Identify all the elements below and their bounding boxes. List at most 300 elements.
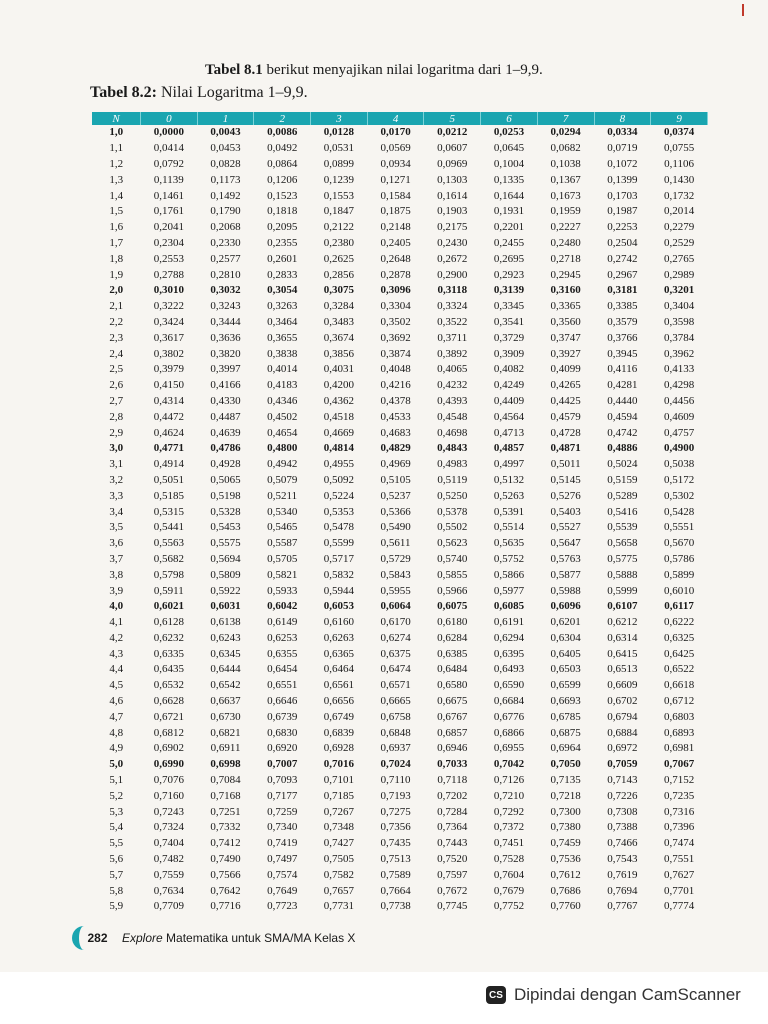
log-value-cell: 0,3222 xyxy=(153,300,184,313)
log-value-cell: 0,1959 xyxy=(550,205,581,218)
log-value-cell: 0,6201 xyxy=(550,616,581,629)
intro-text: berikut menyajikan nilai logaritma dari 1–9,9. xyxy=(262,62,543,78)
log-value-cell: 0,6590 xyxy=(493,679,525,692)
row-label-cell: 4,0 xyxy=(109,600,124,613)
log-value-cell: 0,5933 xyxy=(267,584,298,597)
log-value-cell: 0,7716 xyxy=(210,900,241,913)
log-value-cell: 0,7160 xyxy=(153,789,184,802)
log-value-cell: 0,6928 xyxy=(323,742,355,755)
log-value-cell: 0,3284 xyxy=(323,300,355,313)
log-value-cell: 0,7474 xyxy=(663,837,695,850)
log-value-cell: 0,5490 xyxy=(380,521,411,534)
log-value-cell: 0,6839 xyxy=(323,726,355,739)
log-value-cell: 0,4639 xyxy=(210,426,241,439)
log-value-cell: 0,6053 xyxy=(323,600,355,613)
log-value-cell: 0,6253 xyxy=(267,631,298,644)
log-value-cell: 0,5315 xyxy=(153,505,184,518)
log-value-cell: 0,6990 xyxy=(153,758,184,771)
row-label-cell: 5,2 xyxy=(109,789,124,802)
log-value-cell: 0,5366 xyxy=(380,505,411,518)
log-value-cell: 0,6542 xyxy=(210,679,241,692)
log-value-cell: 0,6345 xyxy=(210,647,241,660)
log-value-cell: 0,7380 xyxy=(550,821,581,834)
table-row xyxy=(92,204,708,220)
log-value-cell: 0,2253 xyxy=(607,221,638,234)
log-value-cell: 0,5866 xyxy=(493,568,525,581)
row-label-cell: 5,7 xyxy=(109,868,124,881)
log-value-cell: 0,7093 xyxy=(267,774,298,787)
log-value-cell: 0,0128 xyxy=(323,126,355,139)
log-value-cell: 0,5587 xyxy=(267,537,298,550)
log-value-cell: 0,6375 xyxy=(380,647,411,660)
log-value-cell: 0,6866 xyxy=(493,726,525,739)
log-value-cell: 0,2480 xyxy=(550,236,581,249)
log-value-cell: 0,5328 xyxy=(210,505,241,518)
row-label-cell: 3,6 xyxy=(109,537,124,550)
row-label-cell: 3,7 xyxy=(109,552,124,565)
log-value-cell: 0,7604 xyxy=(493,868,525,881)
log-value-cell: 0,6232 xyxy=(153,631,184,644)
log-value-cell: 0,7042 xyxy=(493,758,525,771)
log-value-cell: 0,5623 xyxy=(437,537,468,550)
log-value-cell: 0,1644 xyxy=(493,189,525,202)
log-value-cell: 0,1614 xyxy=(437,189,468,202)
log-value-cell: 0,4330 xyxy=(210,394,241,407)
log-value-cell: 0,7210 xyxy=(493,789,525,802)
log-value-cell: 0,6721 xyxy=(153,710,184,723)
log-value-cell: 0,7308 xyxy=(607,805,638,818)
log-value-cell: 0,6304 xyxy=(550,631,581,644)
log-value-cell: 0,5353 xyxy=(323,505,355,518)
log-value-cell: 0,6776 xyxy=(493,710,525,723)
log-value-cell: 0,7551 xyxy=(663,853,695,866)
log-value-cell: 0,6021 xyxy=(153,600,184,613)
table-row xyxy=(92,220,708,236)
table-row xyxy=(92,425,708,441)
table-row xyxy=(92,631,708,647)
row-label-cell: 2,5 xyxy=(109,363,124,376)
log-value-cell: 0,7634 xyxy=(153,884,184,897)
log-value-cell: 0,2041 xyxy=(153,221,184,234)
log-value-cell: 0,1038 xyxy=(550,157,581,170)
log-value-cell: 0,3139 xyxy=(493,284,525,297)
page-number: 282 xyxy=(72,926,116,950)
log-value-cell: 0,4829 xyxy=(380,442,411,455)
log-value-cell: 0,6138 xyxy=(210,616,241,629)
log-value-cell: 0,4409 xyxy=(493,394,525,407)
log-value-cell: 0,5250 xyxy=(437,489,468,502)
table-row xyxy=(92,836,708,852)
log-value-cell: 0,5944 xyxy=(323,584,355,597)
log-value-cell: 0,7679 xyxy=(493,884,525,897)
log-value-cell: 0,6314 xyxy=(607,631,638,644)
log-value-cell: 0,7566 xyxy=(210,868,241,881)
table-row xyxy=(92,141,708,157)
log-value-cell: 0,0253 xyxy=(493,126,525,139)
log-value-cell: 0,7520 xyxy=(437,853,468,866)
log-value-cell: 0,6444 xyxy=(210,663,241,676)
log-value-cell: 0,7482 xyxy=(153,853,184,866)
log-value-cell: 0,5843 xyxy=(380,568,411,581)
log-value-cell: 0,6365 xyxy=(323,647,355,660)
log-value-cell: 0,6618 xyxy=(663,679,695,692)
log-value-cell: 0,7284 xyxy=(437,805,468,818)
log-value-cell: 0,6637 xyxy=(210,695,241,708)
log-value-cell: 0,4742 xyxy=(607,426,638,439)
row-label-cell: 5,9 xyxy=(109,900,124,913)
log-value-cell: 0,4456 xyxy=(663,394,695,407)
log-value-cell: 0,2122 xyxy=(323,221,355,234)
log-value-cell: 0,4440 xyxy=(607,394,638,407)
log-value-cell: 0,0899 xyxy=(323,157,355,170)
row-label-cell: 3,3 xyxy=(109,489,124,502)
log-value-cell: 0,6812 xyxy=(153,726,184,739)
table-title-text: Nilai Logaritma 1–9,9. xyxy=(156,84,308,101)
log-value-cell: 0,5289 xyxy=(607,489,638,502)
log-value-cell: 0,5670 xyxy=(663,537,695,550)
log-value-cell: 0,4594 xyxy=(607,410,638,423)
log-value-cell: 0,1399 xyxy=(607,173,638,186)
log-value-cell: 0,7340 xyxy=(267,821,298,834)
log-value-cell: 0,6522 xyxy=(663,663,695,676)
log-value-cell: 0,4314 xyxy=(153,394,184,407)
log-value-cell: 0,6513 xyxy=(607,663,638,676)
log-value-cell: 0,7723 xyxy=(267,900,298,913)
log-value-cell: 0,2718 xyxy=(550,252,581,265)
log-value-cell: 0,1761 xyxy=(153,205,184,218)
log-value-cell: 0,5416 xyxy=(607,505,638,518)
log-value-cell: 0,7627 xyxy=(663,868,695,881)
table-row xyxy=(92,820,708,836)
row-label-cell: 2,6 xyxy=(109,379,124,392)
log-value-cell: 0,6263 xyxy=(323,631,355,644)
log-value-cell: 0,3747 xyxy=(550,331,581,344)
log-value-cell: 0,5527 xyxy=(550,521,581,534)
log-value-cell: 0,2878 xyxy=(380,268,411,281)
log-value-cell: 0,6712 xyxy=(663,695,695,708)
log-value-cell: 0,7745 xyxy=(437,900,468,913)
log-value-cell: 0,5821 xyxy=(267,568,298,581)
log-value-cell: 0,3874 xyxy=(380,347,411,360)
log-value-cell: 0,5763 xyxy=(550,552,581,565)
log-value-cell: 0,6785 xyxy=(550,710,581,723)
log-value-cell: 0,5988 xyxy=(550,584,581,597)
log-value-cell: 0,5966 xyxy=(437,584,468,597)
log-value-cell: 0,5658 xyxy=(607,537,638,550)
log-value-cell: 0,4166 xyxy=(210,379,241,392)
log-value-cell: 0,5855 xyxy=(437,568,468,581)
log-value-cell: 0,1239 xyxy=(323,173,355,186)
row-label-cell: 5,0 xyxy=(109,758,124,771)
log-value-cell: 0,6830 xyxy=(267,726,298,739)
log-value-cell: 0,2430 xyxy=(437,236,468,249)
log-value-cell: 0,6085 xyxy=(493,600,525,613)
row-label-cell: 1,4 xyxy=(109,189,124,202)
log-value-cell: 0,5465 xyxy=(267,521,298,534)
log-value-cell: 0,0645 xyxy=(493,142,525,155)
log-value-cell: 0,5877 xyxy=(550,568,581,581)
table-row xyxy=(92,520,708,536)
column-header: 4 xyxy=(367,112,424,125)
log-value-cell: 0,7597 xyxy=(437,868,468,881)
log-value-cell: 0,5977 xyxy=(493,584,525,597)
row-label-cell: 3,9 xyxy=(109,584,124,597)
log-value-cell: 0,5092 xyxy=(323,473,355,486)
table-row xyxy=(92,678,708,694)
log-value-cell: 0,3598 xyxy=(663,315,695,328)
log-value-cell: 0,7435 xyxy=(380,837,411,850)
log-value-cell: 0,7543 xyxy=(607,853,638,866)
column-header: 0 xyxy=(141,112,198,125)
log-value-cell: 0,3560 xyxy=(550,315,581,328)
table-row xyxy=(92,883,708,899)
log-value-cell: 0,4487 xyxy=(210,410,241,423)
log-value-cell: 0,7110 xyxy=(380,774,411,787)
log-value-cell: 0,2504 xyxy=(607,236,638,249)
log-value-cell: 0,2380 xyxy=(323,236,355,249)
log-value-cell: 0,7193 xyxy=(380,789,411,802)
log-value-cell: 0,2989 xyxy=(663,268,695,281)
log-value-cell: 0,4914 xyxy=(153,458,184,471)
log-value-cell: 0,3766 xyxy=(607,331,638,344)
log-value-cell: 0,7574 xyxy=(267,868,298,881)
row-label-cell: 2,9 xyxy=(109,426,124,439)
log-value-cell: 0,2529 xyxy=(663,236,695,249)
log-value-cell: 0,0719 xyxy=(607,142,638,155)
log-value-cell: 0,6684 xyxy=(493,695,525,708)
log-value-cell: 0,5065 xyxy=(210,473,241,486)
log-value-cell: 0,4955 xyxy=(323,458,355,471)
log-value-cell: 0,6848 xyxy=(380,726,411,739)
log-value-cell: 0,3181 xyxy=(607,284,638,297)
log-value-cell: 0,7536 xyxy=(550,853,581,866)
table-row xyxy=(92,457,708,473)
log-value-cell: 0,7738 xyxy=(380,900,411,913)
log-value-cell: 0,4800 xyxy=(267,442,298,455)
table-row xyxy=(92,504,708,520)
row-label-cell: 1,6 xyxy=(109,221,124,234)
log-value-cell: 0,7774 xyxy=(663,900,695,913)
log-value-cell: 0,5611 xyxy=(380,537,411,550)
log-value-cell: 0,3263 xyxy=(267,300,298,313)
log-value-cell: 0,0212 xyxy=(437,126,468,139)
log-value-cell: 0,7202 xyxy=(437,789,468,802)
log-value-cell: 0,6128 xyxy=(153,616,184,629)
log-value-cell: 0,7007 xyxy=(267,758,298,771)
log-value-cell: 0,4031 xyxy=(323,363,355,376)
log-value-cell: 0,5263 xyxy=(493,489,525,502)
log-value-cell: 0,7388 xyxy=(607,821,638,834)
log-value-cell: 0,1987 xyxy=(607,205,638,218)
page-footer xyxy=(72,926,355,950)
log-value-cell: 0,5563 xyxy=(153,537,184,550)
log-value-cell: 0,2765 xyxy=(663,252,695,265)
log-value-cell: 0,0569 xyxy=(380,142,411,155)
log-value-cell: 0,7451 xyxy=(493,837,525,850)
log-value-cell: 0,7101 xyxy=(323,774,355,787)
log-value-cell: 0,0043 xyxy=(210,126,241,139)
table-row xyxy=(92,852,708,868)
log-value-cell: 0,6599 xyxy=(550,679,581,692)
log-value-cell: 0,7412 xyxy=(210,837,241,850)
log-value-cell: 0,4757 xyxy=(663,426,695,439)
row-label-cell: 3,4 xyxy=(109,505,124,518)
table-row xyxy=(92,725,708,741)
log-value-cell: 0,6857 xyxy=(437,726,468,739)
log-value-cell: 0,6222 xyxy=(663,616,695,629)
log-value-cell: 0,1818 xyxy=(267,205,298,218)
table-row xyxy=(92,757,708,773)
log-value-cell: 0,5378 xyxy=(437,505,468,518)
table-row xyxy=(92,488,708,504)
table-row xyxy=(92,741,708,757)
log-value-cell: 0,4183 xyxy=(267,379,298,392)
log-value-cell: 0,6042 xyxy=(267,600,298,613)
log-value-cell: 0,6503 xyxy=(550,663,581,676)
log-value-cell: 0,6794 xyxy=(607,710,638,723)
log-value-cell: 0,6464 xyxy=(323,663,355,676)
log-value-cell: 0,6107 xyxy=(607,600,638,613)
row-label-cell: 1,2 xyxy=(109,157,124,170)
log-value-cell: 0,5185 xyxy=(153,489,184,502)
log-value-cell: 0,0000 xyxy=(153,126,184,139)
log-value-cell: 0,3909 xyxy=(493,347,525,360)
log-value-cell: 0,6493 xyxy=(493,663,525,676)
column-header: 3 xyxy=(311,112,368,125)
log-value-cell: 0,7118 xyxy=(437,774,468,787)
log-value-cell: 0,5340 xyxy=(267,505,298,518)
log-value-cell: 0,4502 xyxy=(267,410,298,423)
log-value-cell: 0,4281 xyxy=(607,379,638,392)
log-value-cell: 0,5079 xyxy=(267,473,298,486)
log-value-cell: 0,5922 xyxy=(210,584,241,597)
log-value-cell: 0,6609 xyxy=(607,679,638,692)
log-value-cell: 0,3324 xyxy=(437,300,468,313)
log-value-cell: 0,7126 xyxy=(493,774,525,787)
scanner-watermark xyxy=(486,985,741,1005)
log-value-cell: 0,7396 xyxy=(663,821,695,834)
log-value-cell: 0,1903 xyxy=(437,205,468,218)
log-value-cell: 0,7143 xyxy=(607,774,638,787)
column-header: 5 xyxy=(424,112,481,125)
log-value-cell: 0,3784 xyxy=(663,331,695,344)
log-value-cell: 0,0934 xyxy=(380,157,411,170)
log-value-cell: 0,7513 xyxy=(380,853,411,866)
log-value-cell: 0,6739 xyxy=(267,710,298,723)
log-value-cell: 0,5514 xyxy=(493,521,525,534)
table-row xyxy=(92,283,708,299)
table-row xyxy=(92,599,708,615)
log-value-cell: 0,4654 xyxy=(267,426,298,439)
log-value-cell: 0,3927 xyxy=(550,347,581,360)
table-row xyxy=(92,236,708,252)
log-value-cell: 0,7067 xyxy=(663,758,695,771)
log-value-cell: 0,4579 xyxy=(550,410,581,423)
log-value-cell: 0,4393 xyxy=(437,394,468,407)
log-value-cell: 0,1673 xyxy=(550,189,581,202)
log-value-cell: 0,4624 xyxy=(153,426,184,439)
row-label-cell: 2,2 xyxy=(109,315,124,328)
table-row xyxy=(92,788,708,804)
log-value-cell: 0,7559 xyxy=(153,868,184,881)
log-value-cell: 0,4346 xyxy=(267,394,298,407)
log-value-cell: 0,7589 xyxy=(380,868,411,881)
log-value-cell: 0,4683 xyxy=(380,426,411,439)
log-value-cell: 0,3997 xyxy=(210,363,241,376)
log-value-cell: 0,7235 xyxy=(663,789,695,802)
log-value-cell: 0,4216 xyxy=(380,379,411,392)
log-value-cell: 0,3096 xyxy=(380,284,411,297)
log-value-cell: 0,6284 xyxy=(437,631,468,644)
log-value-cell: 0,5809 xyxy=(210,568,241,581)
log-value-cell: 0,1206 xyxy=(267,173,298,186)
log-value-cell: 0,6243 xyxy=(210,631,241,644)
column-header: 7 xyxy=(537,112,594,125)
log-value-cell: 0,7427 xyxy=(323,837,355,850)
log-value-cell: 0,2856 xyxy=(323,268,355,281)
log-value-cell: 0,5575 xyxy=(210,537,241,550)
log-value-cell: 0,0374 xyxy=(663,126,695,139)
table-header-row xyxy=(92,112,708,125)
log-value-cell: 0,5752 xyxy=(493,552,525,565)
log-value-cell: 0,1931 xyxy=(493,205,525,218)
table-row xyxy=(92,394,708,410)
log-value-cell: 0,2923 xyxy=(493,268,525,281)
log-value-cell: 0,3856 xyxy=(323,347,355,360)
log-value-cell: 0,6454 xyxy=(267,663,298,676)
log-value-cell: 0,6294 xyxy=(493,631,525,644)
log-value-cell: 0,5011 xyxy=(550,458,581,471)
log-value-cell: 0,0792 xyxy=(153,157,184,170)
log-value-cell: 0,5276 xyxy=(550,489,581,502)
row-label-cell: 4,8 xyxy=(109,726,124,739)
log-value-cell: 0,3892 xyxy=(437,347,468,360)
log-value-cell: 0,6064 xyxy=(380,600,411,613)
column-header: N xyxy=(92,112,141,125)
log-value-cell: 0,5105 xyxy=(380,473,411,486)
log-value-cell: 0,3345 xyxy=(493,300,525,313)
intro-sentence xyxy=(205,62,543,79)
log-value-cell: 0,7664 xyxy=(380,884,411,897)
log-value-cell: 0,6955 xyxy=(493,742,525,755)
log-value-cell: 0,5647 xyxy=(550,537,581,550)
log-value-cell: 0,6117 xyxy=(664,600,694,613)
log-value-cell: 0,7505 xyxy=(323,853,355,866)
page-edge-mark xyxy=(742,4,744,16)
log-value-cell: 0,3502 xyxy=(380,315,411,328)
log-value-cell: 0,4533 xyxy=(380,410,411,423)
row-label-cell: 4,4 xyxy=(109,663,124,676)
table-row xyxy=(92,125,708,141)
log-value-cell: 0,3444 xyxy=(210,315,241,328)
log-value-cell: 0,0414 xyxy=(153,142,184,155)
table-row xyxy=(92,899,708,915)
log-value-cell: 0,4609 xyxy=(663,410,695,423)
log-value-cell: 0,1271 xyxy=(380,173,411,186)
log-value-cell: 0,6767 xyxy=(437,710,468,723)
log-value-cell: 0,1303 xyxy=(437,173,468,186)
log-value-cell: 0,4116 xyxy=(607,363,638,376)
log-value-cell: 0,4928 xyxy=(210,458,241,471)
table-row xyxy=(92,409,708,425)
log-value-cell: 0,3522 xyxy=(437,315,468,328)
log-value-cell: 0,4518 xyxy=(323,410,355,423)
log-value-cell: 0,0682 xyxy=(550,142,581,155)
log-value-cell: 0,0334 xyxy=(607,126,638,139)
log-value-cell: 0,3820 xyxy=(210,347,241,360)
row-label-cell: 2,8 xyxy=(109,410,124,423)
log-value-cell: 0,5740 xyxy=(437,552,468,565)
